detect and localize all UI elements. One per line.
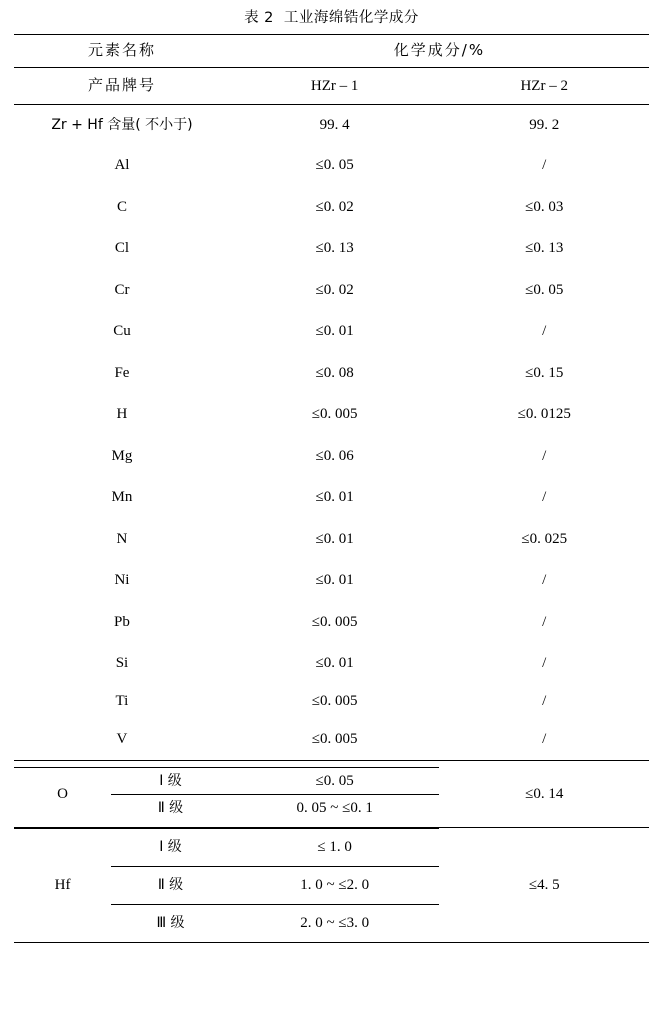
oxygen-grade-label: Ⅰ 级 (111, 768, 230, 795)
table-row (14, 643, 649, 685)
oxygen-subtable-left (14, 767, 230, 821)
row-value-1: ≤0. 005 (311, 406, 358, 423)
row-value-2: ≤0. 03 (525, 198, 564, 215)
table-row (14, 719, 649, 761)
row-value-2: ≤0. 15 (525, 364, 564, 381)
row-element: Ni (114, 572, 130, 589)
row-value-1: ≤0. 005 (311, 693, 358, 709)
table-subheader-row (14, 68, 649, 105)
row-value-2: / (542, 157, 547, 174)
table-row (14, 685, 649, 719)
row-value-2: ≤0. 05 (525, 281, 564, 298)
row-value-1: ≤0. 05 (315, 157, 354, 174)
oxygen-label-cell (14, 761, 230, 828)
table-bottom-rule (14, 943, 649, 944)
row-value-1: ≤0. 02 (315, 198, 354, 215)
row-element: V (116, 730, 128, 747)
subheader-grade-2: HZr – 2 (439, 68, 649, 105)
hafnium-value-2: ≤4. 5 (439, 828, 649, 943)
row-value-1: ≤0. 01 (315, 489, 354, 506)
row-element: Al (114, 157, 130, 174)
subheader-brand-label: 产品牌号 (14, 68, 230, 105)
row-value-2: ≤0. 13 (525, 240, 564, 257)
table-row (14, 477, 649, 519)
hafnium-group-row (14, 828, 649, 943)
row-element: H (116, 406, 128, 423)
row-element: Si (115, 655, 129, 672)
hafnium-element-name: Hf (14, 829, 111, 943)
row-value-1: ≤0. 08 (315, 364, 354, 381)
row-element: Cl (114, 240, 130, 257)
oxygen-group-row (14, 761, 649, 828)
row-value-2: / (542, 447, 547, 464)
oxygen-subtable-values (230, 767, 440, 821)
table-row (14, 519, 649, 561)
row-element: C (116, 198, 127, 215)
oxygen-value-1: 0. 05 ~ ≤0. 1 (230, 795, 440, 822)
row-element: Fe (114, 364, 130, 381)
row-element: Zr + Hf 含量( 不小于) (14, 105, 230, 146)
row-value-2: 99. 2 (439, 105, 649, 146)
hafnium-label-cell (14, 828, 230, 943)
row-element: Mg (111, 447, 133, 464)
row-value-1: ≤0. 01 (315, 572, 354, 589)
hafnium-grade-label: Ⅰ 级 (111, 829, 230, 867)
row-value-1: ≤0. 06 (315, 447, 354, 464)
row-value-1: ≤0. 13 (315, 240, 354, 257)
table-row (14, 436, 649, 478)
oxygen-value-2: ≤0. 14 (439, 761, 649, 828)
row-value-2: / (542, 613, 547, 630)
subheader-grade-1: HZr – 1 (230, 68, 440, 105)
table-row (14, 145, 649, 187)
table-row (14, 270, 649, 312)
table-caption (14, 0, 649, 34)
table-row (14, 187, 649, 229)
hafnium-subtable-left (14, 828, 230, 942)
row-value-2: / (542, 489, 547, 506)
row-element: N (116, 530, 128, 547)
row-element: Mn (111, 489, 133, 506)
header-composition: 化学成分/% (230, 35, 649, 68)
table-row (14, 311, 649, 353)
row-value-1: ≤0. 01 (315, 530, 354, 547)
row-value-1: ≤0. 01 (315, 655, 354, 672)
row-value-1: ≤0. 005 (311, 613, 358, 630)
table-number: 表 2 (244, 10, 274, 26)
table-row (14, 602, 649, 644)
row-element: Ti (115, 693, 129, 709)
hafnium-value-1: 1. 0 ~ ≤2. 0 (230, 867, 440, 905)
composition-table (14, 34, 649, 943)
oxygen-values-cell (230, 761, 440, 828)
oxygen-element-name: O (14, 768, 111, 822)
row-value-2: ≤0. 0125 (517, 406, 571, 423)
oxygen-grade-label: Ⅱ 级 (111, 795, 230, 822)
header-element-name: 元素名称 (14, 35, 230, 68)
hafnium-value-1: 2. 0 ~ ≤3. 0 (230, 905, 440, 943)
row-value-2: / (542, 730, 547, 747)
table-row (14, 560, 649, 602)
row-element: Cu (113, 323, 131, 340)
row-value-2: / (542, 323, 547, 340)
table-row (14, 228, 649, 270)
table-row (14, 394, 649, 436)
hafnium-values-cell (230, 828, 440, 943)
row-element: Pb (114, 613, 130, 630)
hafnium-subtable-values (230, 828, 440, 942)
hafnium-grade-label: Ⅱ 级 (111, 867, 230, 905)
table-row (14, 105, 649, 146)
table-row (14, 353, 649, 395)
row-element: Cr (114, 281, 130, 298)
row-value-1: 99. 4 (230, 105, 440, 146)
row-value-1: ≤0. 02 (315, 281, 354, 298)
oxygen-value-1: ≤0. 05 (230, 768, 440, 795)
row-value-1: ≤0. 005 (311, 730, 358, 747)
row-value-2: / (542, 655, 547, 672)
row-value-2: ≤0. 025 (521, 530, 568, 547)
hafnium-value-1: ≤ 1. 0 (230, 829, 440, 867)
table-title: 工业海绵锆化学成分 (283, 10, 419, 26)
hafnium-grade-label: Ⅲ 级 (111, 905, 230, 943)
row-value-1: ≤0. 01 (315, 323, 354, 340)
table-header-row (14, 35, 649, 68)
row-value-2: / (542, 572, 547, 589)
row-value-2: / (542, 693, 547, 709)
